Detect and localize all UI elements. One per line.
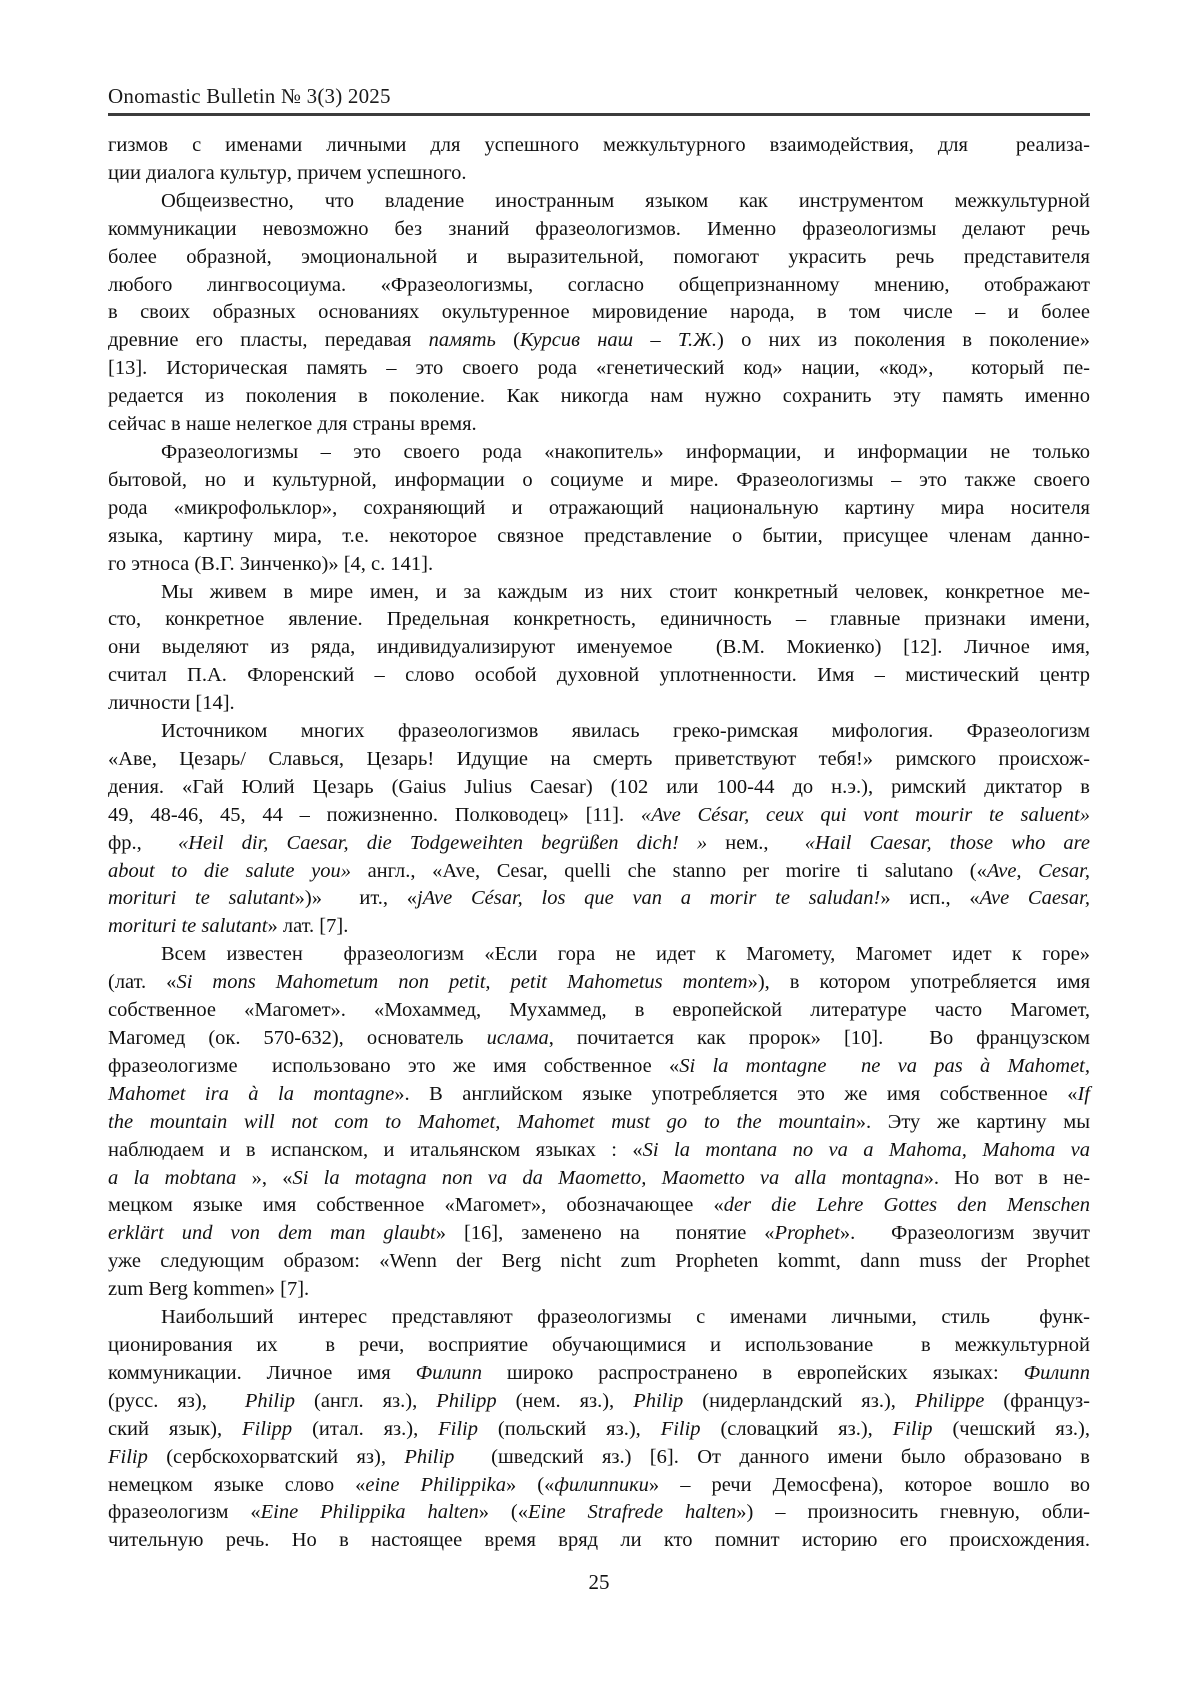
page-number: 25 <box>588 1570 610 1595</box>
text-line: немецком языке слово «eine Philippika» («филиппики» – речи Демосфена), которое вошло во <box>108 1473 1091 1496</box>
paragraph <box>108 188 1090 439</box>
paragraph <box>108 941 1090 1304</box>
text-line: Наибольший интерес представляют фразеологизмы с именами личными, стиль функ- <box>161 1306 1090 1329</box>
text-line: a la mobtana », «Si la motagna non va da Maometto, Maometto va alla montagna». Но вот в не- <box>108 1166 1091 1189</box>
text-line: сто, конкретное явление. Предельная конкретность, единичность – главные признаки имени, <box>108 608 1090 631</box>
paragraph <box>108 718 1090 941</box>
text-line: личности [14]. <box>108 692 235 715</box>
text-line: уже следующим образом: «Wenn der Berg nicht zum Propheten kommt, dann muss der Prophet <box>108 1250 1090 1273</box>
paragraph <box>108 439 1090 579</box>
text-line: Всем известен фразеологизм «Если гора не идет к Магомету, Магомет идет к горе» <box>161 943 1090 966</box>
text-line: коммуникации невозможно без знаний фразеологизмов. Именно фразеологизмы делают речь <box>108 217 1090 240</box>
text-line: 49, 48-46, 45, 44 – пожизненно. Полководец» [11]. «Ave César, ceux qui vont mourir te saluent» <box>108 803 1090 826</box>
text-line: чительную речь. Но в настоящее время вряд ли кто помнит историю его происхождения. <box>108 1529 1090 1552</box>
text-line: Фразеологизмы – это своего рода «накопитель» информации, и информации не только <box>161 440 1090 463</box>
text-line: наблюдаем и в испанском, и итальянском языках : «Si la montana no va a Mahoma, Mahoma va <box>108 1138 1090 1161</box>
text-line: фр., «Heil dir, Caesar, die Todgeweihten begrüßen dich! » нем., «Hail Caesar, those who are <box>108 831 1090 854</box>
text-line: «Аве, Цезарь/ Славься, Цезарь! Идущие на смерть приветствуют тебя!» римского происхож- <box>108 747 1090 770</box>
text-line: языка, картину мира, т.е. некоторое связное представление о бытии, присущее членам данно- <box>108 524 1090 547</box>
text-line: ский язык), Filipp (итал. яз.), Filip (польский яз.), Filip (словацкий яз.), Filip (чешский яз.), <box>108 1417 1091 1440</box>
text-line: ционирования их в речи, восприятие обучающимися и использование в межкультурной <box>108 1333 1090 1356</box>
text-line: Мы живем в мире имен, и за каждым из них стоит конкретный человек, конкретное ме- <box>161 580 1090 603</box>
text-line: [13]. Историческая память – это своего рода «генетический код» нации, «код», который пе- <box>108 357 1090 380</box>
text-line: about to die salute you» англ., «Ave, Cesar, quelli che stanno per morire ti salutano («Ave, Cesar, <box>108 859 1090 882</box>
text-line: любого лингвосоциума. «Фразеологизмы, согласно общепризнанному мнению, отображают <box>108 273 1090 296</box>
text-line: сейчас в наше нелегкое для страны время. <box>108 413 477 436</box>
text-line: morituri te salutant» лат. [7]. <box>108 915 349 938</box>
text-line: считал П.А. Флоренский – слово особой духовной уплотненности. Имя – мистический центр <box>108 664 1090 687</box>
page-content <box>108 84 1090 1595</box>
text-line: morituri te salutant»)» ит., «jAve César, los que van a morir te saludan!» исп., «Ave Caesar, <box>108 887 1090 910</box>
text-line: Магомед (ок. 570-632), основатель ислама, почитается как пророк» [10]. Во французском <box>108 1027 1091 1049</box>
text-line: коммуникации. Личное имя Филипп широко распространено в европейских языках: Филипп <box>108 1361 1091 1384</box>
paragraph <box>108 579 1090 719</box>
text-line: более образной, эмоциональной и выразительной, помогают украсить речь представителя <box>108 245 1090 268</box>
text-line: erklärt und von dem man glaubt» [16], заменено на понятие «Prophet». Фразеологизм звучит <box>108 1222 1091 1245</box>
text-line: Источником многих фразеологизмов явилась греко-римская мифология. Фразеологизм <box>161 720 1090 743</box>
journal-title: Onomastic Bulletin № 3(3) 2025 <box>108 84 391 108</box>
text-line: рода «микрофольклор», сохраняющий и отражающий национальную картину мира носителя <box>108 496 1090 519</box>
text-line: мецком языке имя собственное «Магомет», обозначающее «der die Lehre Gottes den Menschen <box>108 1194 1090 1217</box>
text-line: гизмов с именами личными для успешного межкультурного взаимодействия, для реализа- <box>108 134 1090 156</box>
paragraph <box>108 1304 1090 1555</box>
text-line: в своих образных основаниях окультуренное мировидение народа, в том числе – и более <box>108 301 1090 324</box>
text-line: го этноса (В.Г. Зинченко)» [4, с. 141]. <box>108 552 434 575</box>
page-footer <box>108 1570 1090 1595</box>
text-line: Mahomet ira à la montagne». В английском языке употребляется это же имя собственное «If <box>108 1082 1090 1105</box>
text-line: редается из поколения в поколение. Как никогда нам нужно сохранить эту память именно <box>108 385 1090 408</box>
text-line: (русс. яз), Philip (англ. яз.), Philipp (нем. яз.), Philip (нидерландский яз.), Philippe (француз- <box>108 1389 1090 1412</box>
text-line: фразеологизме использовано это же имя собственное «Si la montagne ne va pas à Mahomet, <box>108 1054 1090 1077</box>
text-line: дения. «Гай Юлий Цезарь (Gaius Julius Caesar) (102 или 100-44 до н.э.), римский диктатор в <box>108 775 1090 798</box>
article-body <box>108 132 1090 1555</box>
header-rule <box>108 113 1090 116</box>
text-line: фразеологизм «Eine Philippika halten» («Eine Strafrede halten») – произносить гневную, обли- <box>108 1501 1091 1524</box>
text-line: древние его пласты, передавая память (Курсив наш – Т.Ж.) о них из поколения в поколение» <box>108 329 1091 352</box>
text-line: the mountain will not com to Mahomet, Mahomet must go to the mountain». Эту же картину мы <box>108 1110 1091 1133</box>
page-header <box>108 84 1090 108</box>
text-line: они выделяют из ряда, индивидуализируют именуемое (В.М. Мокиенко) [12]. Личное имя, <box>108 636 1090 659</box>
text-line: zum Berg kommen» [7]. <box>108 1278 310 1301</box>
text-line: бытовой, но и культурной, информации о социуме и мире. Фразеологизмы – это также своего <box>108 468 1090 491</box>
text-line: Filip (сербскохорватский яз), Philip (шведский яз.) [6]. От данного имени было образовано в <box>108 1445 1090 1468</box>
paragraph <box>108 132 1090 188</box>
text-line: собственное «Магомет». «Мохаммед, Мухаммед, в европейской литературе часто Магомет, <box>108 999 1090 1022</box>
text-line: (лат. «Si mons Mahometum non petit, petit Mahometus montem»), в котором употребляется имя <box>108 971 1090 994</box>
text-line: Общеизвестно, что владение иностранным языком как инструментом межкультурной <box>161 189 1090 212</box>
text-line: ции диалога культур, причем успешного. <box>108 161 467 184</box>
